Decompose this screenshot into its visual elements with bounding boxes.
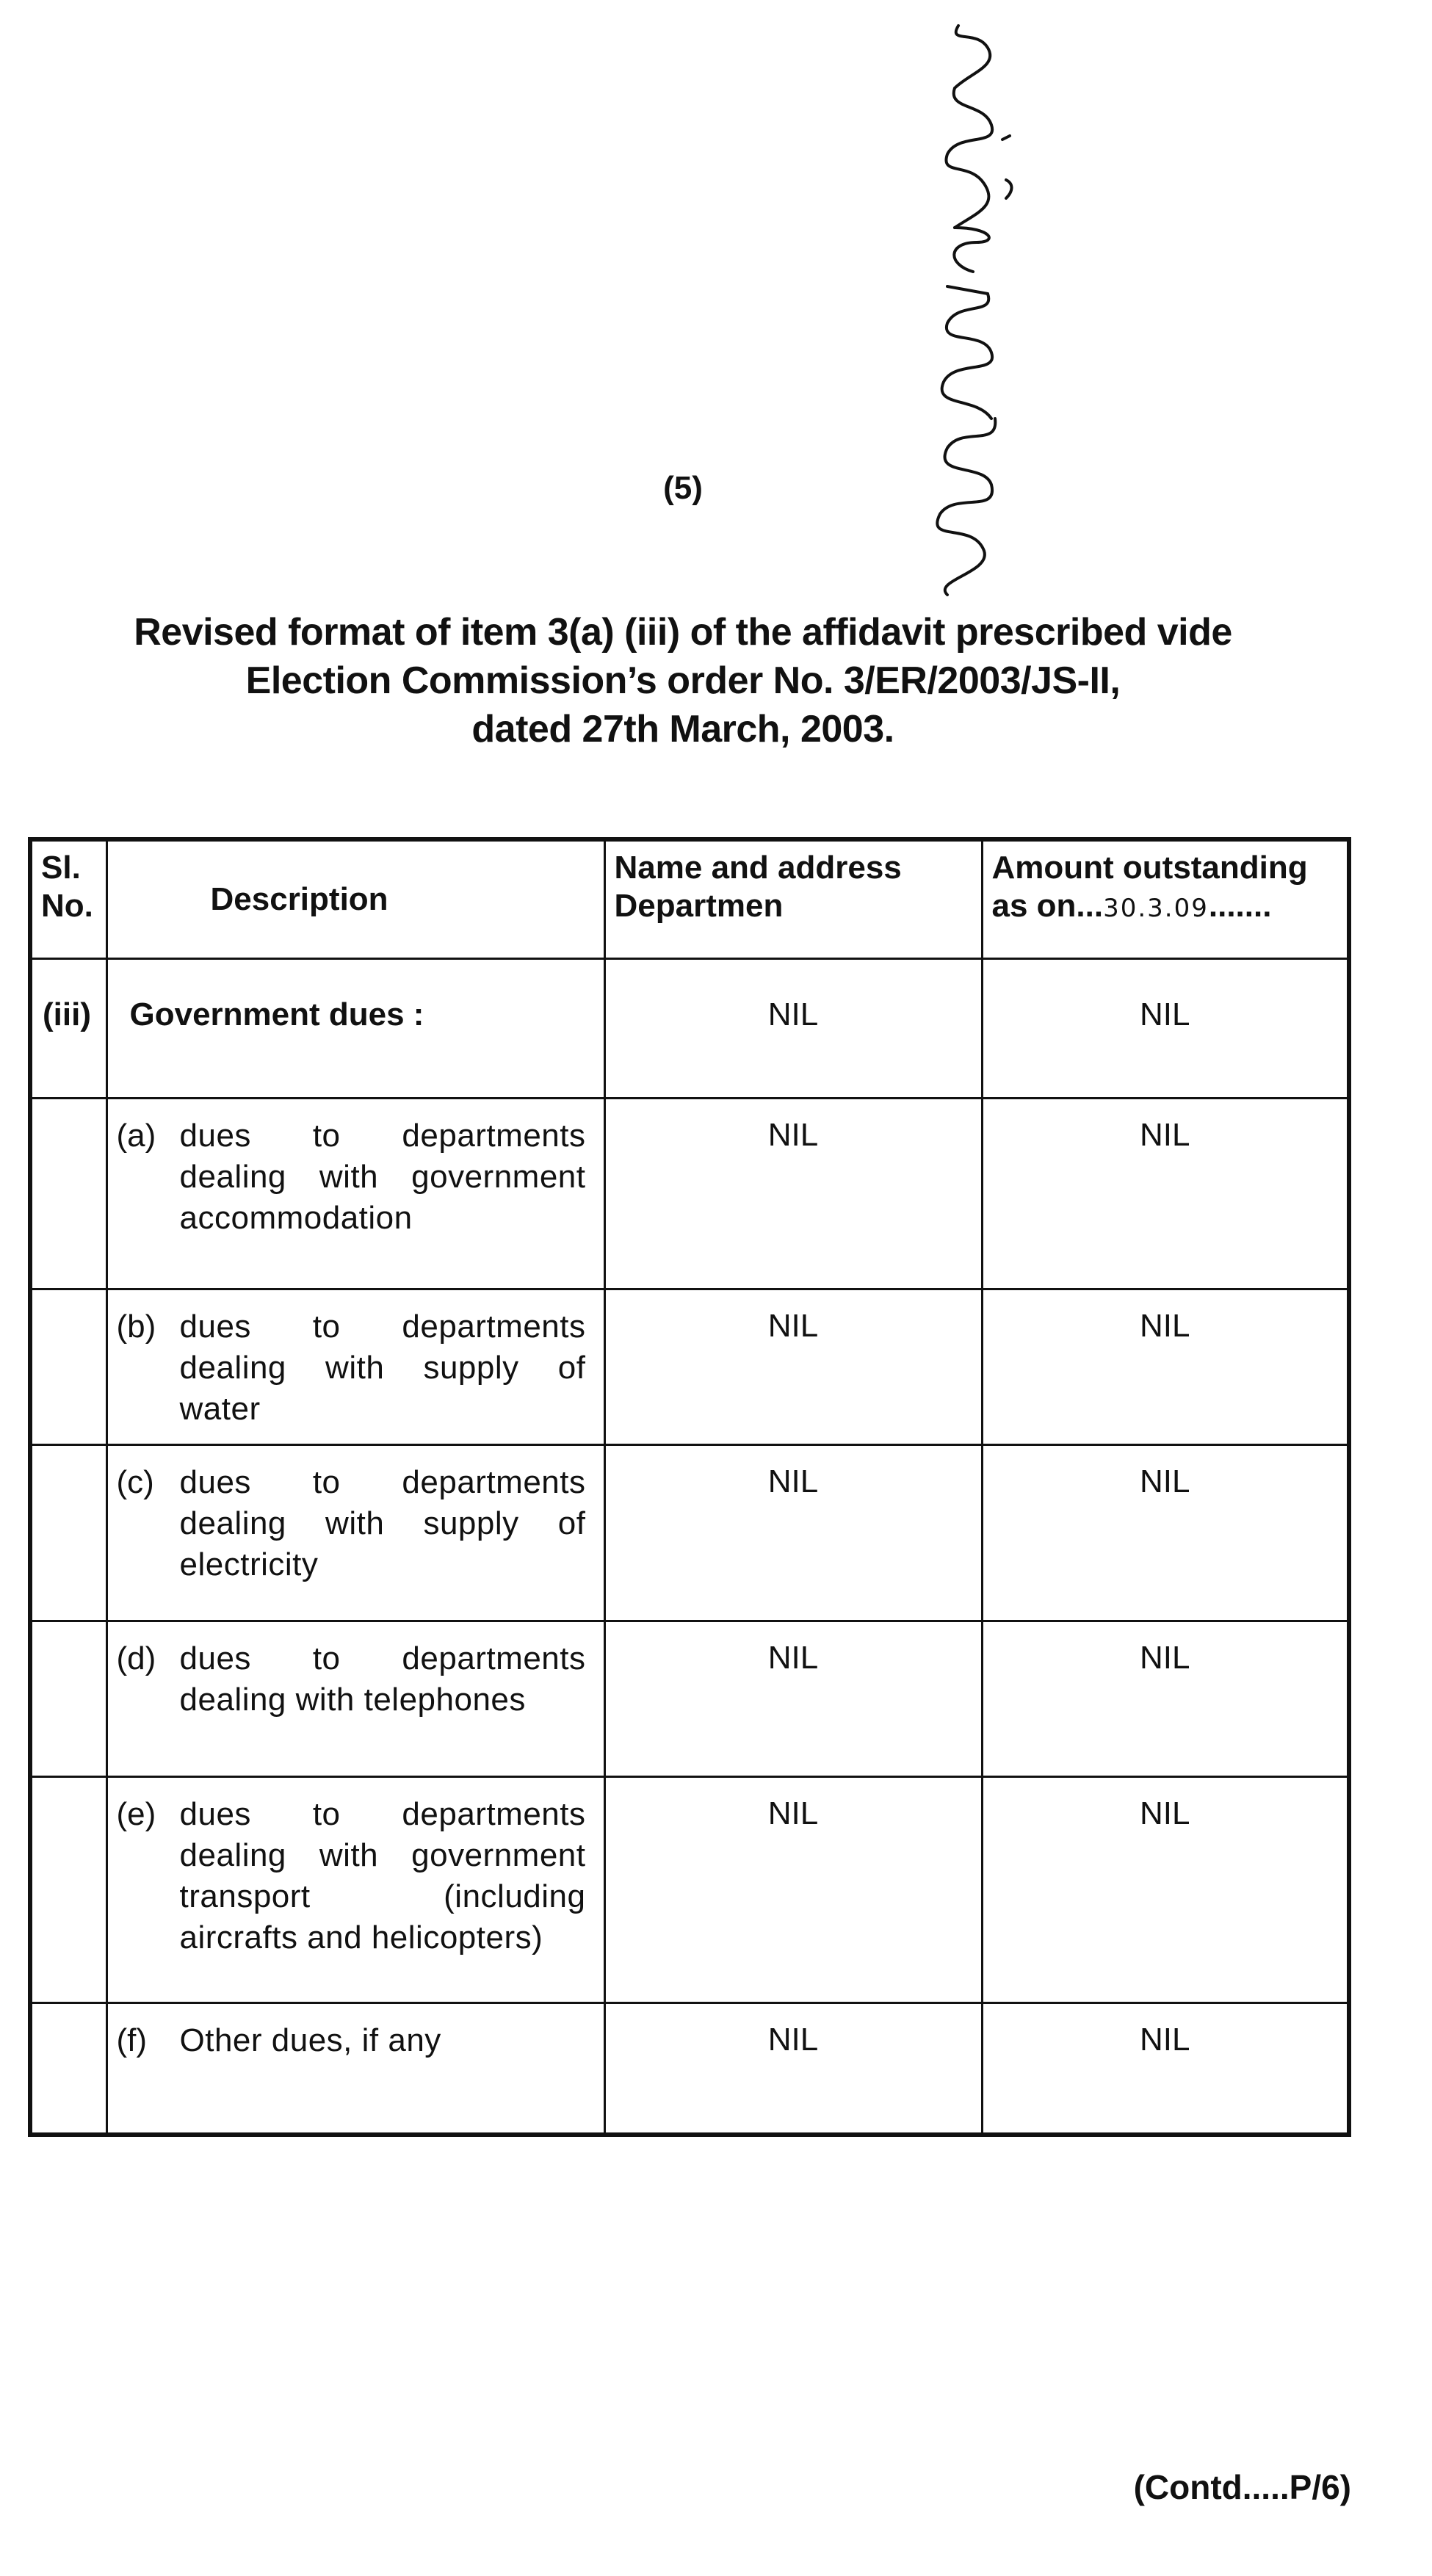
section-amount-value: NIL <box>982 958 1349 1098</box>
row-amount-value: NIL <box>982 2002 1349 2135</box>
row-text: dues to departments dealing with supply of water <box>179 1308 586 1427</box>
table-row <box>30 1621 1349 1776</box>
table-row <box>30 1776 1349 2002</box>
page-number: (5) <box>663 470 703 506</box>
row-amount-value: NIL <box>982 1098 1349 1289</box>
header-name-line1: Name and address <box>614 850 902 886</box>
row-name-value: NIL <box>604 1289 982 1444</box>
handwritten-date: 30.3.09 <box>1103 894 1209 923</box>
header-name-address <box>604 839 982 958</box>
row-amount-value: NIL <box>982 1621 1349 1776</box>
header-sl-no <box>30 839 106 958</box>
document-title <box>0 608 1366 753</box>
header-amount-suffix: ....... <box>1208 888 1272 924</box>
row-label: (d) <box>116 1640 156 1676</box>
section-description: Government dues : <box>106 958 604 1098</box>
table-row <box>30 1098 1349 1289</box>
title-line-2: Election Commission’s order No. 3/ER/2003/JS-II, <box>245 659 1121 702</box>
table-row <box>30 1289 1349 1444</box>
row-sl-empty <box>30 1289 106 1444</box>
header-amount-outstanding <box>982 839 1349 958</box>
row-text: dues to departments dealing with government transport (including aircrafts and helicopters) <box>179 1795 586 1955</box>
row-description <box>106 1776 604 2002</box>
row-name-value: NIL <box>604 1776 982 2002</box>
row-description <box>106 1289 604 1444</box>
row-amount-value: NIL <box>982 1776 1349 2002</box>
row-sl-empty <box>30 1776 106 2002</box>
header-name-line2: Departmen <box>614 888 784 924</box>
title-line-1: Revised format of item 3(a) (iii) of the affidavit prescribed vide <box>134 611 1232 654</box>
section-sl: (iii) <box>30 958 106 1098</box>
row-description <box>106 2002 604 2135</box>
row-sl-empty <box>30 1621 106 1776</box>
row-label: (f) <box>116 2022 148 2058</box>
row-amount-value: NIL <box>982 1289 1349 1444</box>
row-description <box>106 1098 604 1289</box>
row-name-value: NIL <box>604 1098 982 1289</box>
handwritten-signature <box>903 7 1035 609</box>
row-sl-empty <box>30 2002 106 2135</box>
row-description <box>106 1444 604 1621</box>
row-label: (a) <box>116 1117 156 1154</box>
header-description: Description <box>106 839 604 958</box>
row-label: (e) <box>116 1795 156 1832</box>
title-line-3: dated 27th March, 2003. <box>471 708 894 750</box>
row-amount-value: NIL <box>982 1444 1349 1621</box>
table-row-section <box>30 958 1349 1098</box>
row-text: Other dues, if any <box>179 2022 441 2058</box>
row-name-value: NIL <box>604 1444 982 1621</box>
row-text: dues to departments dealing with supply of electricity <box>179 1464 586 1582</box>
row-description <box>106 1621 604 1776</box>
table-row <box>30 2002 1349 2135</box>
section-name-value: NIL <box>604 958 982 1098</box>
row-sl-empty <box>30 1444 106 1621</box>
table-header-row <box>30 839 1349 958</box>
row-name-value: NIL <box>604 2002 982 2135</box>
table-row <box>30 1444 1349 1621</box>
row-name-value: NIL <box>604 1621 982 1776</box>
header-amount-prefix: as on... <box>991 888 1104 924</box>
row-label: (c) <box>116 1464 154 1500</box>
government-dues-table <box>28 837 1351 2137</box>
row-text: dues to departments dealing with telephones <box>179 1640 586 1718</box>
header-sl-line1: Sl. <box>41 850 81 886</box>
continued-note: (Contd.....P/6) <box>1133 2468 1351 2506</box>
row-text: dues to departments dealing with government accommodation <box>179 1117 586 1236</box>
row-sl-empty <box>30 1098 106 1289</box>
row-label: (b) <box>116 1308 156 1345</box>
header-amount-line1: Amount outstanding <box>991 850 1308 886</box>
header-sl-line2: No. <box>41 888 93 924</box>
